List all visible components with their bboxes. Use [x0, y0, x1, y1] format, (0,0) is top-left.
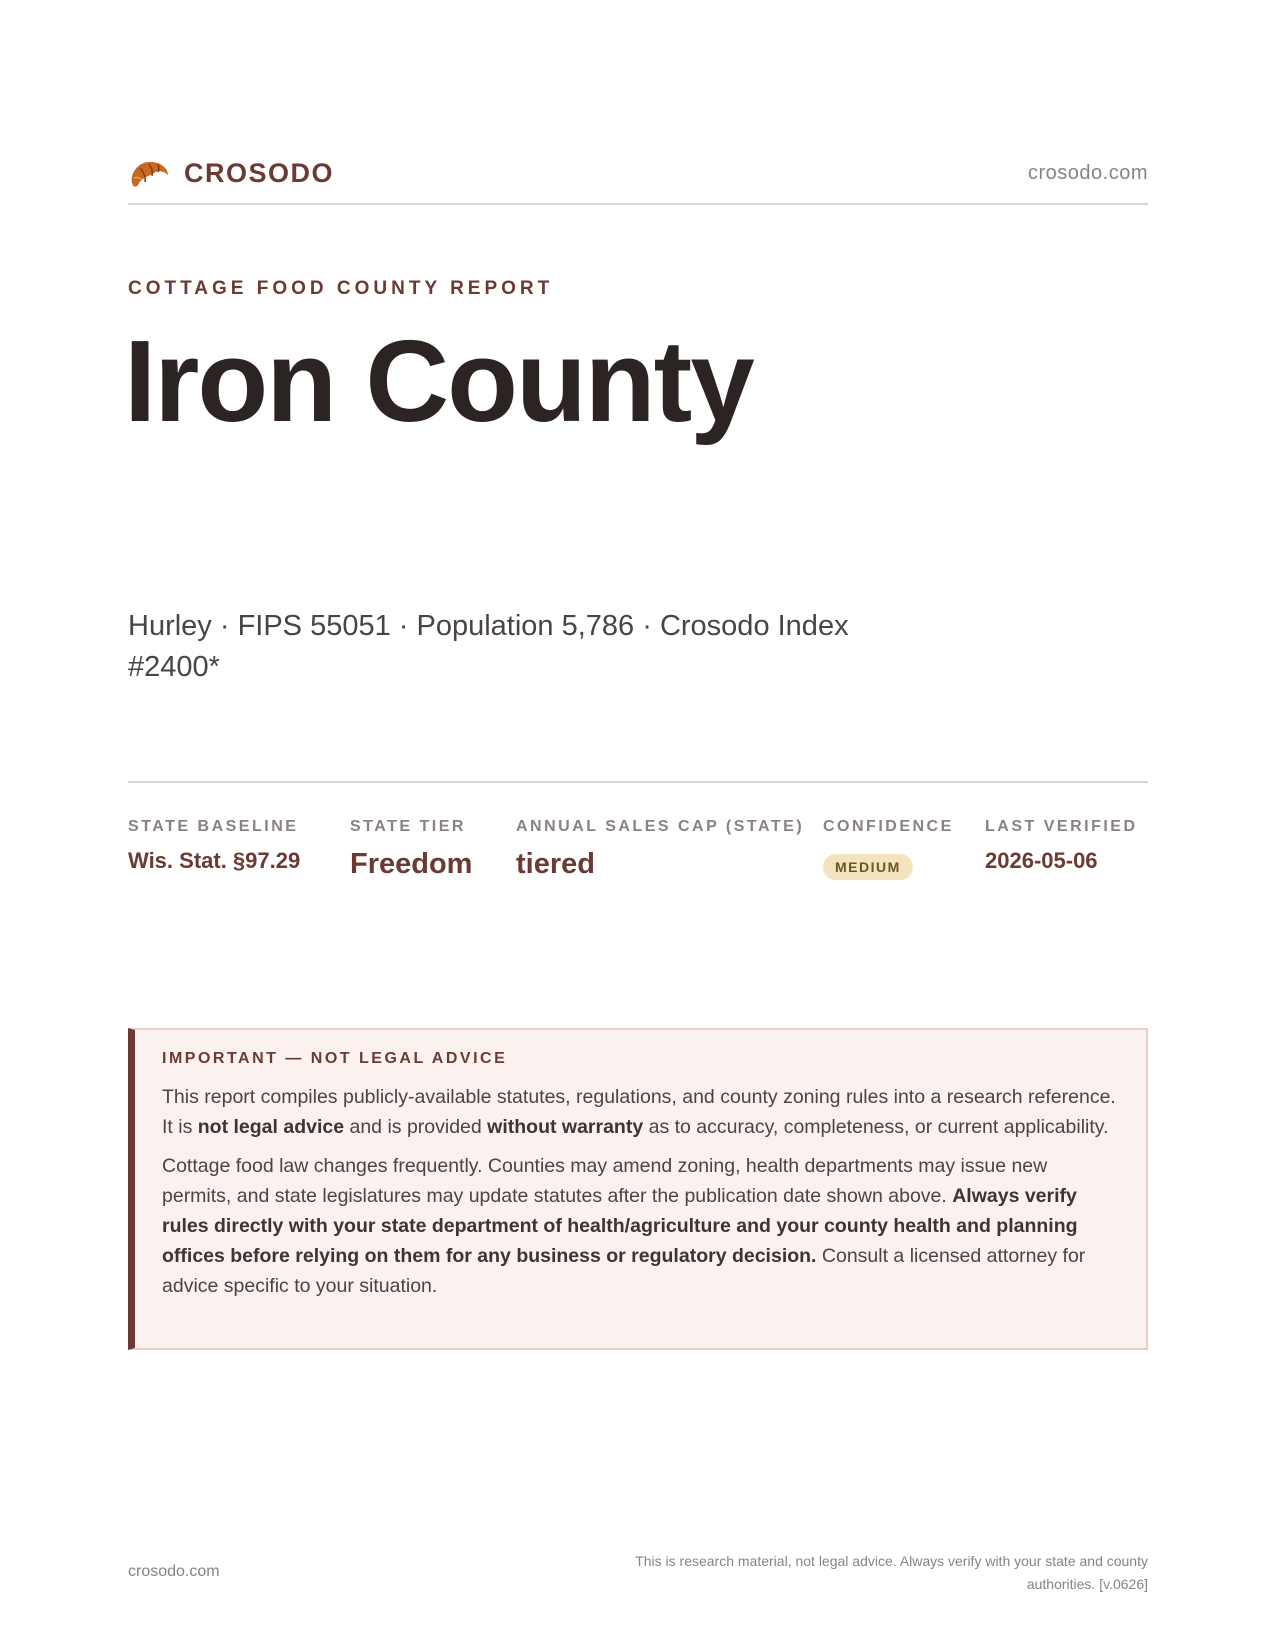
- notice-paragraph: [162, 1082, 1120, 1142]
- notice-text: This report compiles publicly-available statutes, regulations, and county zoning rules into a research reference. It is: [162, 1086, 1116, 1138]
- legal-notice: [128, 1028, 1148, 1350]
- fact-label: ANNUAL SALES CAP (STATE): [516, 818, 805, 835]
- page-header: [128, 155, 1148, 205]
- notice-text: as to accuracy, completeness, or current applicability.: [643, 1116, 1109, 1138]
- fact-state-tier: [350, 818, 472, 881]
- site-url-link[interactable]: crosodo.com: [1028, 161, 1148, 184]
- fact-value: 2026-05-06: [985, 848, 1098, 873]
- notice-title: IMPORTANT — NOT LEGAL ADVICE: [162, 1050, 508, 1067]
- notice-emphasis: without warranty: [487, 1116, 644, 1138]
- fact-annual-sales-cap: [516, 818, 804, 881]
- notice-text: and is provided: [344, 1116, 488, 1138]
- notice-text: Cottage food law changes frequently. Counties may amend zoning, health departments may issue new permits, and state legislatures may update statutes after the publication date shown above.: [162, 1155, 1048, 1207]
- fact-label: CONFIDENCE: [823, 818, 954, 835]
- fact-value: Wis. Stat. §97.29: [128, 848, 301, 873]
- section-divider: [128, 781, 1148, 783]
- fact-value: tiered: [516, 848, 595, 880]
- fact-value: Freedom: [350, 848, 473, 880]
- report-kicker: COTTAGE FOOD COUNTY REPORT: [128, 278, 554, 299]
- page-title: Iron County: [124, 316, 753, 446]
- brand-name: CROSODO: [184, 157, 335, 188]
- notice-paragraph: [162, 1151, 1120, 1301]
- brand[interactable]: [128, 155, 334, 191]
- fact-label: STATE BASELINE: [128, 818, 299, 835]
- county-summary: Hurley · FIPS 55051 · Population 5,786 · Crosodo Index #2400*: [128, 610, 849, 683]
- footer-disclaimer: This is research material, not legal advice. Always verify with your state and county authorities. [v.0626]: [635, 1553, 1148, 1592]
- notice-text: Consult a licensed attorney for advice specific to your situation.: [162, 1245, 1086, 1297]
- notice-emphasis: not legal advice: [197, 1116, 345, 1138]
- fact-last-verified: [985, 818, 1138, 874]
- notice-emphasis: Always verify rules directly with your state department of health/agriculture and your county health and planning offices before relying on them for any business or regulatory decision.: [162, 1185, 1078, 1267]
- report-page: [124, 0, 1148, 1650]
- fact-label: LAST VERIFIED: [985, 818, 1138, 835]
- footer-site-url[interactable]: crosodo.com: [128, 1563, 220, 1580]
- fact-label: STATE TIER: [350, 818, 466, 835]
- fact-confidence: [823, 818, 954, 880]
- confidence-badge: MEDIUM: [823, 854, 913, 880]
- fact-state-baseline: [128, 818, 300, 874]
- croissant-icon: [128, 155, 170, 191]
